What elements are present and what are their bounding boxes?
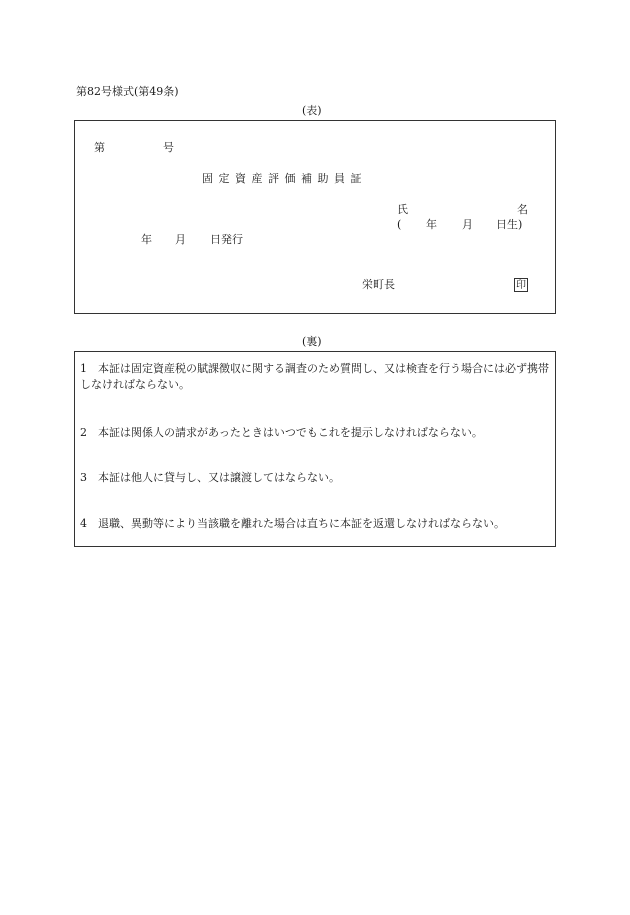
back-item-3: 3 本証は他人に貸与し、又は譲渡してはならない。 (80, 471, 340, 484)
birth-year: 年 (426, 218, 437, 231)
front-card (74, 120, 556, 314)
issue-month: 月 (175, 233, 186, 246)
name-label-left: 氏 (397, 203, 408, 216)
birth-open-paren: ( (397, 218, 402, 231)
certificate-title: 固 定 資 産 評 価 補 助 員 証 (202, 172, 363, 185)
number-prefix: 第 (94, 141, 105, 154)
issue-day: 日発行 (210, 233, 243, 246)
back-item-4: 4 退職、異動等により当該職を離れた場合は直ちに本証を返還しなければならない。 (80, 517, 505, 530)
back-item-2: 2 本証は関係人の請求があったときはいつでもこれを提示しなければならない。 (80, 426, 483, 439)
issue-year: 年 (141, 233, 152, 246)
seal-mark: 印 (516, 280, 526, 291)
birth-day: 日生) (496, 218, 523, 231)
back-side-label: (裏) (302, 335, 322, 348)
number-suffix: 号 (163, 141, 174, 154)
birth-month: 月 (462, 218, 473, 231)
back-item-1: 1 本証は固定資産税の賦課徴収に関する調査のため質問し、又は検査を行う場合には必ず携帯しなければならない。 (80, 362, 549, 391)
name-label-right: 名 (517, 203, 528, 216)
front-side-label: (表) (302, 104, 322, 117)
issuer: 栄町長 (362, 278, 395, 291)
form-label: 第82号様式(第49条) (76, 85, 179, 98)
